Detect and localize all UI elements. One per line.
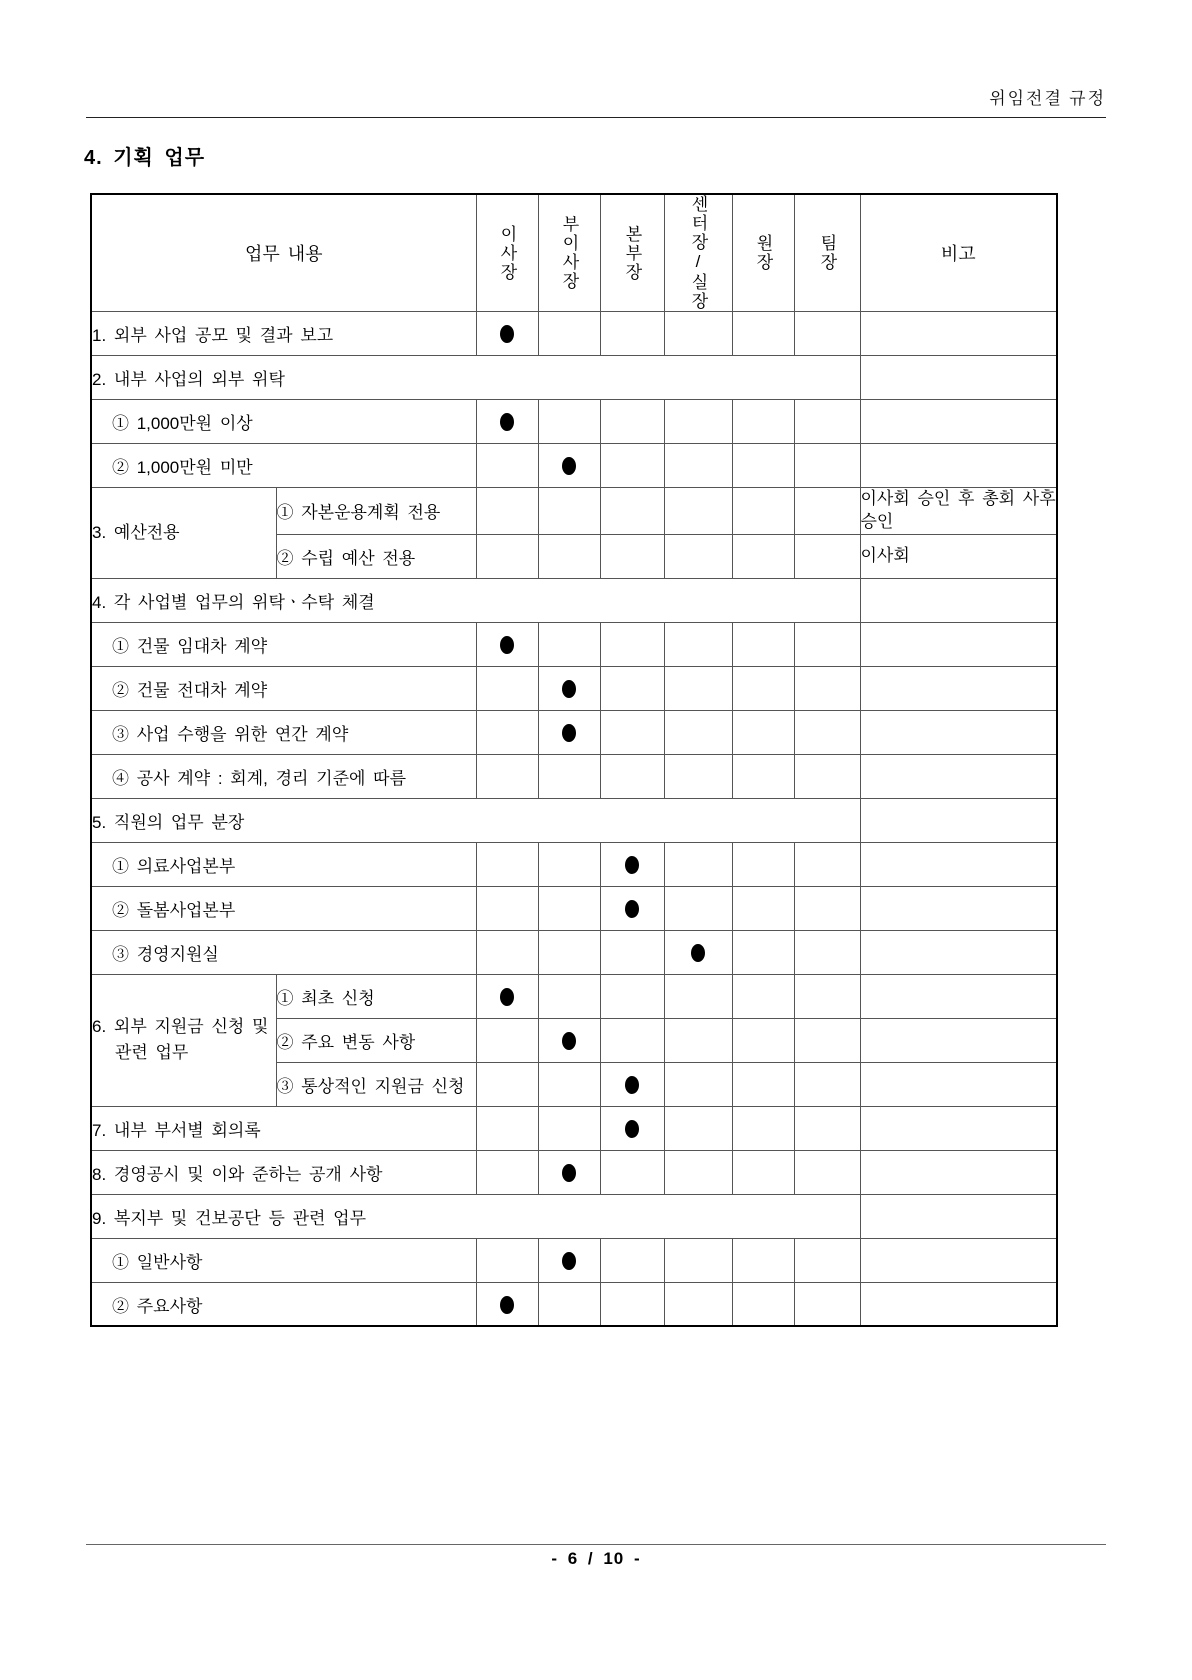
- remark-cell: [860, 930, 1057, 974]
- role-cell: [538, 444, 600, 488]
- approval-dot: [562, 1252, 576, 1270]
- role-cell: [794, 842, 860, 886]
- task-cell: ② 건물 전대차 계약: [91, 666, 476, 710]
- role-cell: [732, 1018, 794, 1062]
- table-header-row: [91, 194, 1057, 312]
- task-cell: 7. 내부 부서별 회의록: [91, 1106, 476, 1150]
- role-cell: [538, 754, 600, 798]
- role-cell: [732, 1062, 794, 1106]
- role-cell: [732, 312, 794, 356]
- subtask-cell: ① 최초 신청: [276, 974, 476, 1018]
- role-cell: [538, 1150, 600, 1194]
- role-cell: [600, 534, 664, 578]
- role-cell: [732, 400, 794, 444]
- table-row: [91, 1238, 1057, 1282]
- role-cell: [732, 1238, 794, 1282]
- role-cell: [600, 1106, 664, 1150]
- column-header-task: 업무 내용: [91, 194, 476, 312]
- role-cell: [664, 1282, 732, 1326]
- table-row: [91, 578, 1057, 622]
- remark-cell: [860, 578, 1057, 622]
- task-cell: 1. 외부 사업 공모 및 결과 보고: [91, 312, 476, 356]
- role-cell: [794, 488, 860, 535]
- remark-cell: [860, 356, 1057, 400]
- remark-cell: [860, 622, 1057, 666]
- task-cell: 8. 경영공시 및 이와 준하는 공개 사항: [91, 1150, 476, 1194]
- role-cell: [538, 930, 600, 974]
- approval-dot: [562, 680, 576, 698]
- role-cell: [732, 488, 794, 535]
- approval-authority-table: [90, 193, 1058, 1327]
- role-cell: [794, 666, 860, 710]
- approval-dot: [562, 724, 576, 742]
- remark-cell: [860, 710, 1057, 754]
- column-header-role-2: 본부장: [600, 194, 664, 312]
- role-cell: [732, 1150, 794, 1194]
- role-cell: [664, 1106, 732, 1150]
- role-cell: [476, 622, 538, 666]
- role-cell: [794, 974, 860, 1018]
- task-cell: ④ 공사 계약 : 회계, 경리 기준에 따름: [91, 754, 476, 798]
- remark-cell: [860, 444, 1057, 488]
- task-cell: ② 돌봄사업본부: [91, 886, 476, 930]
- approval-dot: [562, 457, 576, 475]
- task-cell: ① 의료사업본부: [91, 842, 476, 886]
- table-row: [91, 400, 1057, 444]
- group-label: 3. 예산전용: [92, 522, 180, 542]
- section-cell: 5. 직원의 업무 분장: [91, 798, 860, 842]
- table-row: [91, 1194, 1057, 1238]
- column-header-role-1: 부이사장: [538, 194, 600, 312]
- role-cell: [664, 1018, 732, 1062]
- role-cell: [732, 710, 794, 754]
- approval-dot: [500, 988, 514, 1006]
- subtask-cell: ② 주요 변동 사항: [276, 1018, 476, 1062]
- role-cell: [538, 534, 600, 578]
- table-row: [91, 1282, 1057, 1326]
- table-row: [91, 710, 1057, 754]
- role-cell: [476, 974, 538, 1018]
- role-cell: [538, 886, 600, 930]
- remark-cell: [860, 1150, 1057, 1194]
- column-header-remark: 비고: [860, 194, 1057, 312]
- role-cell: [476, 666, 538, 710]
- role-cell: [664, 1238, 732, 1282]
- task-cell: ① 건물 임대차 계약: [91, 622, 476, 666]
- subtask-cell: ① 자본운용계획 전용: [276, 488, 476, 535]
- role-cell: [600, 930, 664, 974]
- role-cell: [664, 622, 732, 666]
- role-cell: [664, 400, 732, 444]
- role-cell: [794, 1018, 860, 1062]
- role-cell: [664, 842, 732, 886]
- role-cell: [600, 754, 664, 798]
- group-cell: [91, 974, 276, 1106]
- role-cell: [794, 312, 860, 356]
- role-cell: [794, 754, 860, 798]
- role-cell: [476, 710, 538, 754]
- role-cell: [600, 400, 664, 444]
- header-rule: [86, 117, 1106, 118]
- role-cell: [732, 444, 794, 488]
- role-cell: [664, 974, 732, 1018]
- role-cell: [794, 1106, 860, 1150]
- role-cell: [538, 710, 600, 754]
- approval-dot: [562, 1032, 576, 1050]
- task-cell: ③ 경영지원실: [91, 930, 476, 974]
- approval-dot: [691, 944, 705, 962]
- section-cell: 4. 각 사업별 업무의 위탁ㆍ수탁 체결: [91, 578, 860, 622]
- doc-header-right: 위임전결 규정: [989, 89, 1106, 108]
- role-cell: [600, 710, 664, 754]
- remark-cell: [860, 1194, 1057, 1238]
- group-cell: [91, 488, 276, 579]
- page-title: 4. 기획 업무: [84, 147, 206, 169]
- table-row: [91, 312, 1057, 356]
- role-cell: [476, 754, 538, 798]
- table-row: [91, 842, 1057, 886]
- role-cell: [538, 400, 600, 444]
- footer-rule: [86, 1544, 1106, 1545]
- remark-cell: [860, 798, 1057, 842]
- remark-cell: [860, 842, 1057, 886]
- role-cell: [600, 622, 664, 666]
- role-cell: [476, 1062, 538, 1106]
- role-cell: [600, 1018, 664, 1062]
- role-cell: [794, 1238, 860, 1282]
- role-cell: [794, 886, 860, 930]
- table-row: [91, 356, 1057, 400]
- role-cell: [732, 754, 794, 798]
- table-row: [91, 488, 1057, 535]
- role-cell: [600, 1150, 664, 1194]
- role-cell: [664, 488, 732, 535]
- table-row: [91, 444, 1057, 488]
- approval-dot: [562, 1164, 576, 1182]
- role-cell: [476, 534, 538, 578]
- role-cell: [794, 1150, 860, 1194]
- task-cell: ② 주요사항: [91, 1282, 476, 1326]
- table-row: [91, 974, 1057, 1018]
- role-cell: [664, 710, 732, 754]
- remark-cell: [860, 1106, 1057, 1150]
- remark-cell: [860, 1062, 1057, 1106]
- remark-cell: 이사회 승인 후 총회 사후승인: [860, 488, 1057, 535]
- subtask-cell: ③ 통상적인 지원금 신청: [276, 1062, 476, 1106]
- section-cell: 2. 내부 사업의 외부 위탁: [91, 356, 860, 400]
- table-row: [91, 930, 1057, 974]
- table-row: [91, 622, 1057, 666]
- role-cell: [538, 488, 600, 535]
- group-label: 6. 외부 지원금 신청 및 관련 업무: [92, 1017, 269, 1063]
- remark-cell: [860, 1282, 1057, 1326]
- role-cell: [664, 666, 732, 710]
- role-cell: [476, 488, 538, 535]
- role-cell: [476, 400, 538, 444]
- section-cell: 9. 복지부 및 건보공단 등 관련 업무: [91, 1194, 860, 1238]
- task-cell: ① 1,000만원 이상: [91, 400, 476, 444]
- approval-dot: [500, 325, 514, 343]
- task-cell: ③ 사업 수행을 위한 연간 계약: [91, 710, 476, 754]
- role-cell: [732, 534, 794, 578]
- table-row: [91, 666, 1057, 710]
- role-cell: [732, 886, 794, 930]
- remark-cell: [860, 974, 1057, 1018]
- role-cell: [538, 1018, 600, 1062]
- role-cell: [794, 1282, 860, 1326]
- column-header-role-3: 센터장/실장: [664, 194, 732, 312]
- role-cell: [476, 1282, 538, 1326]
- approval-dot: [500, 413, 514, 431]
- role-cell: [794, 534, 860, 578]
- role-cell: [538, 1282, 600, 1326]
- remark-cell: [860, 886, 1057, 930]
- role-cell: [538, 974, 600, 1018]
- table-row: [91, 1106, 1057, 1150]
- role-cell: [732, 666, 794, 710]
- role-cell: [794, 444, 860, 488]
- role-cell: [794, 622, 860, 666]
- table-row: [91, 754, 1057, 798]
- column-header-role-5: 팀장: [794, 194, 860, 312]
- remark-cell: [860, 1018, 1057, 1062]
- role-cell: [600, 444, 664, 488]
- role-cell: [732, 1106, 794, 1150]
- role-cell: [476, 312, 538, 356]
- role-cell: [600, 666, 664, 710]
- approval-dot: [625, 856, 639, 874]
- remark-cell: [860, 666, 1057, 710]
- role-cell: [794, 400, 860, 444]
- role-cell: [794, 710, 860, 754]
- approval-dot: [625, 1120, 639, 1138]
- role-cell: [476, 886, 538, 930]
- remark-cell: [860, 312, 1057, 356]
- role-cell: [732, 974, 794, 1018]
- role-cell: [600, 1062, 664, 1106]
- role-cell: [664, 754, 732, 798]
- role-cell: [476, 842, 538, 886]
- role-cell: [664, 312, 732, 356]
- remark-cell: [860, 1238, 1057, 1282]
- role-cell: [538, 622, 600, 666]
- role-cell: [476, 1238, 538, 1282]
- role-cell: [664, 1062, 732, 1106]
- role-cell: [664, 444, 732, 488]
- table-row: [91, 1150, 1057, 1194]
- role-cell: [476, 930, 538, 974]
- role-cell: [732, 1282, 794, 1326]
- role-cell: [538, 1062, 600, 1106]
- role-cell: [600, 974, 664, 1018]
- role-cell: [664, 886, 732, 930]
- role-cell: [600, 1238, 664, 1282]
- role-cell: [794, 930, 860, 974]
- role-cell: [664, 930, 732, 974]
- page-number: - 6 / 10 -: [551, 1549, 641, 1568]
- role-cell: [538, 312, 600, 356]
- table-body: [91, 312, 1057, 1327]
- role-cell: [732, 842, 794, 886]
- role-cell: [476, 1106, 538, 1150]
- role-cell: [476, 1150, 538, 1194]
- column-header-role-0: 이사장: [476, 194, 538, 312]
- role-cell: [732, 930, 794, 974]
- role-cell: [600, 886, 664, 930]
- approval-dot: [500, 636, 514, 654]
- approval-dot: [625, 900, 639, 918]
- task-cell: ① 일반사항: [91, 1238, 476, 1282]
- role-cell: [600, 312, 664, 356]
- remark-cell: [860, 400, 1057, 444]
- role-cell: [476, 444, 538, 488]
- remark-cell: [860, 754, 1057, 798]
- role-cell: [538, 842, 600, 886]
- role-cell: [538, 1238, 600, 1282]
- role-cell: [476, 1018, 538, 1062]
- subtask-cell: ② 수립 예산 전용: [276, 534, 476, 578]
- role-cell: [732, 622, 794, 666]
- role-cell: [664, 1150, 732, 1194]
- table-row: [91, 798, 1057, 842]
- approval-dot: [500, 1296, 514, 1314]
- role-cell: [664, 534, 732, 578]
- role-cell: [600, 842, 664, 886]
- approval-dot: [625, 1076, 639, 1094]
- remark-cell: 이사회: [860, 534, 1057, 578]
- table-row: [91, 886, 1057, 930]
- role-cell: [600, 1282, 664, 1326]
- role-cell: [538, 1106, 600, 1150]
- role-cell: [538, 666, 600, 710]
- task-cell: ② 1,000만원 미만: [91, 444, 476, 488]
- role-cell: [600, 488, 664, 535]
- role-cell: [794, 1062, 860, 1106]
- column-header-role-4: 원장: [732, 194, 794, 312]
